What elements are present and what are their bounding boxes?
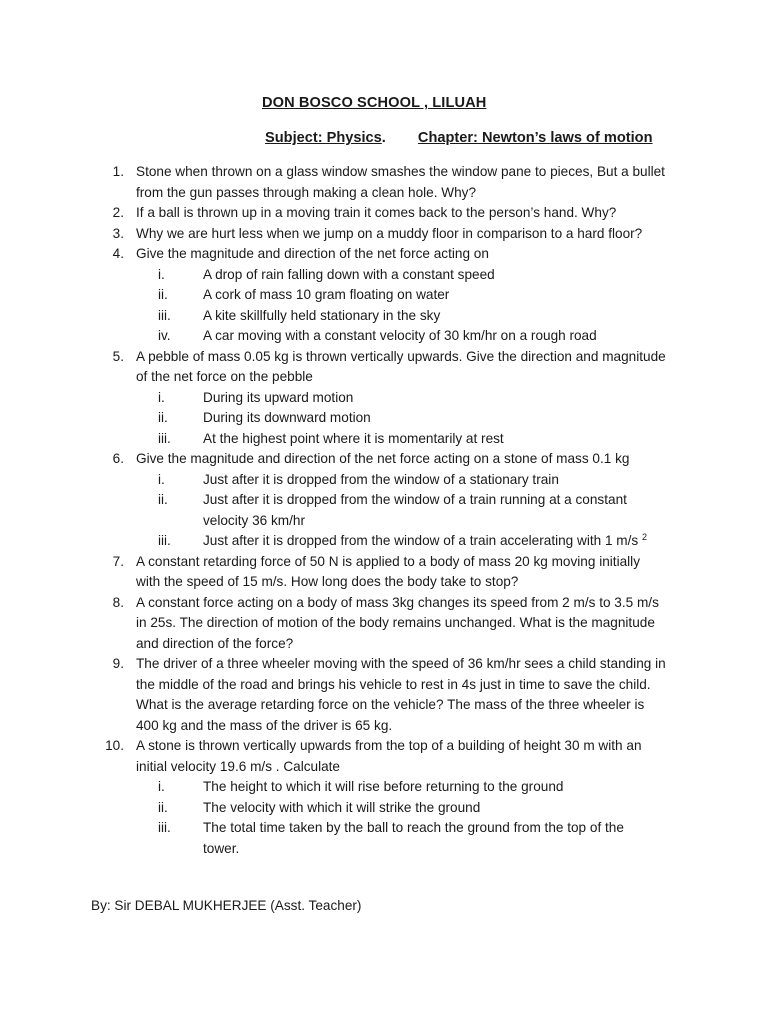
question-text: initial velocity 19.6 m/s . Calculate <box>136 758 340 774</box>
subject-suffix: . <box>381 130 386 146</box>
sub-question-line <box>0 285 768 306</box>
question-line <box>0 162 768 183</box>
question-line <box>0 244 768 265</box>
subject-line <box>265 130 653 146</box>
sub-question-line <box>0 777 768 798</box>
question-line <box>0 613 768 634</box>
question-line <box>0 224 768 245</box>
sub-question-number: ii. <box>158 410 168 425</box>
question-number: 1. <box>112 164 124 179</box>
question-text: A constant retarding force of 50 N is applied to a body of mass 20 kg moving initially <box>136 553 640 569</box>
sub-question-line <box>0 408 768 429</box>
question-text: and direction of the force? <box>136 635 294 651</box>
sub-question-line <box>0 470 768 491</box>
question-text: The driver of a three wheeler moving with the speed of 36 km/hr sees a child standing in <box>136 656 666 671</box>
question-line <box>0 593 768 614</box>
sub-question-line <box>0 388 768 409</box>
question-number: 10. <box>105 738 124 753</box>
question-line <box>0 695 768 716</box>
question-number: 7. <box>112 553 124 569</box>
sub-question-number: i. <box>158 389 165 405</box>
sub-question-text: At the highest point where it is momentarily at rest <box>203 430 504 446</box>
sub-question-text: Just after it is dropped from the window of a train running at a constant <box>203 492 627 507</box>
sub-question-number: iii. <box>158 307 171 323</box>
sub-question-line <box>0 490 768 511</box>
sub-question-line <box>0 818 768 839</box>
question-text: 400 kg and the mass of the driver is 65 kg. <box>136 717 393 733</box>
sub-question-number: iii. <box>158 430 171 446</box>
question-text: Give the magnitude and direction of the net force acting on <box>136 246 489 261</box>
question-number: 4. <box>112 246 124 261</box>
sub-question-line <box>0 306 768 327</box>
sub-question-text: The height to which it will rise before returning to the ground <box>203 779 564 794</box>
question-line <box>0 367 768 388</box>
sub-question-text: The velocity with which it will strike the ground <box>203 799 481 815</box>
sub-question-number: i. <box>158 779 165 794</box>
sub-question-number: iii. <box>158 533 171 548</box>
question-line <box>0 736 768 757</box>
sub-question-text: A kite skillfully held stationary in the sky <box>203 307 441 323</box>
question-text: Give the magnitude and direction of the net force acting on a stone of mass 0.1 kg <box>136 451 630 466</box>
sub-question-text: A cork of mass 10 gram floating on water <box>203 287 450 302</box>
question-number: 8. <box>112 594 124 610</box>
question-text: with the speed of 15 m/s. How long does the body take to stop? <box>136 574 519 589</box>
question-line <box>0 183 768 204</box>
sub-question-line <box>0 839 768 860</box>
question-line <box>0 572 768 593</box>
sub-question-text: A car moving with a constant velocity of 30 km/hr on a rough road <box>203 328 597 343</box>
school-name: DON BOSCO SCHOOL , LILUAH <box>262 95 487 111</box>
sub-question-number: iv. <box>158 328 171 343</box>
sub-question-line <box>0 326 768 347</box>
question-line <box>0 654 768 675</box>
sub-question-line <box>0 511 768 532</box>
question-line <box>0 716 768 737</box>
sub-question-text: During its upward motion <box>203 389 354 405</box>
sub-question-text: velocity 36 km/hr <box>203 512 305 528</box>
sub-question-number: ii. <box>158 287 168 302</box>
sub-question-number: iii. <box>158 820 171 835</box>
question-text: If a ball is thrown up in a moving train it comes back to the person’s hand. Why? <box>136 205 617 220</box>
sub-question-text: A drop of rain falling down with a constant speed <box>203 266 495 282</box>
sub-question-text: tower. <box>203 840 240 856</box>
author-byline: By: Sir DEBAL MUKHERJEE (Asst. Teacher) <box>91 898 362 913</box>
question-text: Stone when thrown on a glass window smashes the window pane to pieces, But a bullet <box>136 164 665 179</box>
question-line <box>0 552 768 573</box>
sub-question-text: During its downward motion <box>203 410 371 425</box>
sub-question-line <box>0 798 768 819</box>
question-text: A pebble of mass 0.05 kg is thrown vertically upwards. Give the direction and magnitude <box>136 348 666 364</box>
question-line <box>0 449 768 470</box>
question-line <box>0 757 768 778</box>
question-line <box>0 203 768 224</box>
superscript: 2 <box>641 532 647 542</box>
question-text: in 25s. The direction of motion of the body remains unchanged. What is the magnitude <box>136 615 655 630</box>
sub-question-text: The total time taken by the ball to reach the ground from the top of the <box>203 820 624 835</box>
question-text: the middle of the road and brings his vehicle to rest in 4s just in time to save the child. <box>136 676 651 692</box>
question-number: 9. <box>112 656 124 671</box>
question-number: 5. <box>112 348 124 364</box>
sub-question-line <box>0 531 768 552</box>
question-text: of the net force on the pebble <box>136 369 313 384</box>
question-line <box>0 347 768 368</box>
question-number: 6. <box>112 451 124 466</box>
question-line <box>0 634 768 655</box>
sub-question-line <box>0 429 768 450</box>
question-number: 2. <box>112 205 124 220</box>
sub-question-number: i. <box>158 471 165 487</box>
sub-question-number: ii. <box>158 492 168 507</box>
sub-question-number: i. <box>158 266 165 282</box>
question-text: Why we are hurt less when we jump on a muddy floor in comparison to a hard floor? <box>136 225 643 241</box>
question-text: A stone is thrown vertically upwards from the top of a building of height 30 m with an <box>136 738 642 753</box>
question-text: A constant force acting on a body of mass 3kg changes its speed from 2 m/s to 3.5 m/s <box>136 594 659 610</box>
question-list <box>0 162 768 859</box>
sub-question-text: Just after it is dropped from the window of a train accelerating with 1 m/s $^2$ <box>203 532 647 548</box>
question-text: from the gun passes through making a clean hole. Why? <box>136 184 477 200</box>
chapter-label: Chapter: Newton’s laws of motion <box>417 130 653 146</box>
sub-question-text: Just after it is dropped from the window of a stationary train <box>203 471 559 487</box>
question-number: 3. <box>112 225 124 241</box>
sub-question-line <box>0 265 768 286</box>
question-text: What is the average retarding force on the vehicle? The mass of the three wheeler is <box>136 697 645 712</box>
subject-label: Subject: Physics <box>265 130 382 146</box>
sub-question-number: ii. <box>158 799 168 815</box>
question-line <box>0 675 768 696</box>
